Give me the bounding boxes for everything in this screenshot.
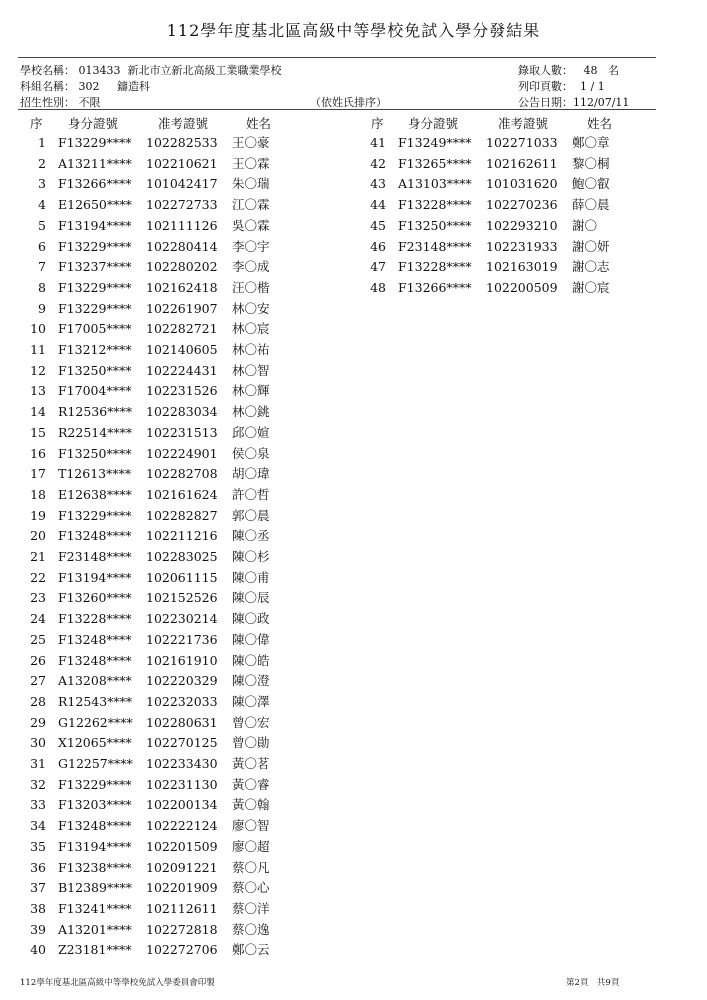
row-exam-number: 102111126 [146,217,218,233]
row-seq: 48 [370,279,386,295]
table-row [16,154,316,175]
table-row [16,216,316,237]
row-exam-number: 102270236 [486,197,558,213]
row-student-name: 謝〇 [572,217,598,233]
row-id-number: F17004**** [58,383,132,399]
row-id-number: F13194**** [58,217,132,233]
row-id-number: F13228**** [58,611,132,627]
table-row [16,526,316,547]
row-seq: 15 [30,424,46,440]
row-student-name: 陳〇丞 [232,528,270,544]
table-row [16,837,316,858]
table-row [16,237,316,258]
row-id-number: E12638**** [58,486,132,502]
row-id-number: F13229**** [58,279,132,295]
row-seq: 30 [30,735,46,751]
row-student-name: 李〇宇 [232,238,270,254]
table-row [16,381,316,402]
row-seq: 7 [38,259,46,275]
row-id-number: F23148**** [398,238,472,254]
row-student-name: 陳〇偉 [232,631,270,647]
row-id-number: F13229**** [58,300,132,316]
row-student-name: 林〇宸 [232,321,270,337]
row-id-number: F13203**** [58,797,132,813]
row-student-name: 陳〇澤 [232,693,270,709]
sort-note: （依姓氏排序） [310,96,387,109]
row-student-name: 郭〇晨 [232,507,270,523]
admitted-label: 錄取人數： [518,64,573,77]
page-title: 112學年度基北區高級中等學校免試入學分發結果 [166,21,541,40]
row-seq: 45 [370,217,386,233]
row-seq: 28 [30,693,46,709]
row-student-name: 鄭〇云 [232,942,270,958]
row-student-name: 鮑〇叡 [572,176,610,192]
row-exam-number: 102201509 [146,838,218,854]
school-info-line [20,62,282,78]
row-exam-number: 102061115 [146,569,218,585]
table-row [16,195,316,216]
row-seq: 31 [30,756,46,771]
admitted-unit: 名 [608,64,619,77]
school-code: 013433 [78,64,121,77]
table-row [16,630,316,651]
table-row [356,174,656,195]
row-exam-number: 102230214 [146,611,218,627]
row-exam-number: 102091221 [146,859,218,875]
row-exam-number: 102272733 [146,197,218,213]
row-id-number: F13248**** [58,652,132,668]
admitted-value: 48 [583,64,598,77]
row-student-name: 汪〇楷 [232,279,270,295]
row-id-number: F13194**** [58,838,132,854]
row-exam-number: 102280414 [146,238,218,254]
row-exam-number: 102231526 [146,383,218,399]
row-seq: 44 [370,197,386,213]
row-seq: 26 [30,652,46,668]
col-id-left: 身分證號 [68,116,119,131]
table-row [16,816,316,837]
row-exam-number: 102210621 [146,155,218,171]
row-id-number: R12536**** [58,404,133,420]
row-student-name: 許〇哲 [232,486,270,502]
table-row [16,340,316,361]
row-seq: 39 [30,921,46,937]
row-exam-number: 102112611 [146,900,218,916]
row-student-name: 蔡〇凡 [232,859,270,875]
row-seq: 43 [370,176,386,192]
table-row [16,754,316,775]
row-id-number: E12650**** [58,197,132,213]
table-row [356,154,656,175]
row-id-number: F13250**** [58,362,132,378]
table-row [16,547,316,568]
row-seq: 18 [30,486,46,502]
table-row [356,216,656,237]
row-student-name: 吳〇霖 [232,217,270,233]
row-exam-number: 102280631 [146,714,218,730]
pages-value: 1 / 1 [580,80,605,93]
row-id-number: G12262**** [58,714,133,730]
table-row [16,858,316,879]
row-student-name: 廖〇超 [232,838,270,854]
row-id-number: R12543**** [58,693,133,709]
school-name: 新北市立新北高級工業職業學校 [127,64,282,77]
table-row [16,940,316,961]
row-seq: 2 [38,155,46,171]
row-seq: 35 [30,838,46,854]
gender-label: 招生性別： [20,96,75,109]
row-seq: 36 [30,859,46,875]
row-exam-number: 102222124 [146,818,218,834]
row-student-name: 林〇輝 [232,383,270,399]
table-row [16,920,316,941]
row-exam-number: 102282708 [146,466,218,482]
row-id-number: F17005**** [58,321,132,337]
row-exam-number: 102283025 [146,549,218,564]
row-exam-number: 101031620 [486,176,558,192]
row-seq: 29 [30,714,46,730]
row-seq: 12 [30,362,46,378]
row-exam-number: 102270125 [146,735,218,751]
row-seq: 10 [30,321,46,337]
row-seq: 20 [30,528,46,544]
row-student-name: 江〇霖 [232,197,270,213]
col-exam-right: 准考證號 [498,116,549,131]
row-student-name: 陳〇澄 [232,673,270,689]
row-student-name: 陳〇皓 [232,652,270,668]
row-seq: 1 [38,135,46,150]
row-id-number: T12613**** [58,466,132,482]
row-exam-number: 102161624 [146,486,218,502]
row-id-number: F13237**** [58,259,132,275]
row-seq: 5 [38,217,46,233]
row-id-number: G12257**** [58,756,133,771]
row-exam-number: 102271033 [486,135,558,150]
row-seq: 13 [30,383,46,399]
row-id-number: F13228**** [398,197,472,213]
table-row [356,257,656,278]
row-student-name: 廖〇智 [232,818,270,834]
gender-value: 不限 [78,96,101,109]
row-student-name: 胡〇瑋 [232,466,270,482]
row-id-number: F13249**** [398,135,472,150]
row-student-name: 王〇霖 [232,155,270,171]
row-exam-number: 102232033 [146,693,218,709]
row-student-name: 蔡〇逸 [232,921,270,937]
date-label: 公告日期： [518,96,573,109]
row-exam-number: 102233430 [146,756,218,771]
footer-page-number: 第2頁 共9頁 [566,978,620,988]
row-id-number: A13103**** [398,176,472,192]
row-exam-number: 102272818 [146,921,218,937]
row-exam-number: 102161910 [146,652,218,668]
row-student-name: 林〇智 [232,362,270,378]
row-exam-number: 101042417 [146,176,218,192]
row-id-number: F13229**** [58,135,132,150]
pages-label: 列印頁數： [518,80,573,93]
school-label: 學校名稱： [20,64,75,77]
row-id-number: R22514**** [58,424,133,440]
table-row [16,423,316,444]
col-seq-left: 序 [30,116,43,131]
row-id-number: F13229**** [58,238,132,254]
table-row [16,899,316,920]
row-seq: 6 [38,238,46,254]
col-exam-left: 准考證號 [158,116,209,131]
dept-code: 302 [78,80,100,93]
row-exam-number: 102221736 [146,631,218,647]
table-row [16,609,316,630]
row-seq: 37 [30,880,46,896]
row-exam-number: 102224901 [146,445,218,461]
row-exam-number: 102152526 [146,590,218,606]
row-student-name: 陳〇杉 [232,549,270,564]
row-student-name: 陳〇政 [232,611,270,627]
row-id-number: F13250**** [398,217,472,233]
col-name-left: 姓名 [246,116,272,131]
row-student-name: 黃〇茗 [232,756,270,771]
row-exam-number: 102140605 [146,342,218,357]
row-seq: 38 [30,900,46,916]
row-seq: 32 [30,776,46,792]
row-seq: 11 [30,342,46,357]
row-seq: 34 [30,818,46,834]
row-id-number: F13250**** [58,445,132,461]
table-row [16,133,316,154]
table-row [16,506,316,527]
col-seq-right: 序 [371,116,384,131]
row-exam-number: 102220329 [146,673,218,689]
row-seq: 16 [30,445,46,461]
dept-label: 科組名稱： [20,80,75,93]
row-id-number: B12389**** [58,880,132,896]
row-student-name: 林〇銚 [232,404,270,420]
row-student-name: 林〇安 [232,300,270,316]
header-bottom-rule [18,109,656,110]
row-student-name: 薛〇晨 [572,197,610,213]
row-id-number: F13228**** [398,259,472,275]
row-exam-number: 102231933 [486,238,558,254]
row-exam-number: 102282721 [146,321,218,337]
row-exam-number: 102283034 [146,404,218,420]
pages-line [518,78,605,94]
table-row [16,299,316,320]
row-seq: 17 [30,466,46,482]
table-row [356,133,656,154]
row-seq: 4 [38,197,46,213]
row-seq: 27 [30,673,46,689]
row-exam-number: 102280202 [146,259,218,275]
row-exam-number: 102293210 [486,217,558,233]
row-exam-number: 102211216 [146,528,218,544]
row-student-name: 陳〇甫 [232,569,270,585]
row-id-number: F13265**** [398,155,472,171]
row-student-name: 陳〇辰 [232,590,270,606]
table-row [16,692,316,713]
table-row [16,651,316,672]
dept-info-line [20,78,150,94]
row-exam-number: 102282827 [146,507,218,523]
table-row [16,775,316,796]
row-id-number: F13260**** [58,590,132,606]
row-id-number: A13208**** [58,673,132,689]
row-seq: 3 [38,176,46,192]
table-row [16,733,316,754]
row-id-number: F13248**** [58,818,132,834]
table-row [16,878,316,899]
header-top-rule [18,57,656,58]
table-row [356,278,656,299]
row-id-number: A13201**** [58,921,132,937]
row-student-name: 侯〇泉 [232,445,270,461]
row-id-number: F13241**** [58,900,132,916]
table-row [16,671,316,692]
row-student-name: 邱〇媗 [232,424,270,440]
dept-name: 鑄造科 [116,80,150,93]
table-row [16,278,316,299]
row-seq: 23 [30,590,46,606]
row-id-number: F13266**** [58,176,132,192]
row-student-name: 謝〇妍 [572,238,610,254]
row-exam-number: 102201909 [146,880,218,896]
row-student-name: 鄭〇章 [572,135,610,150]
row-seq: 8 [38,279,46,295]
row-seq: 46 [370,238,386,254]
row-student-name: 黎〇桐 [572,155,610,171]
row-id-number: F13266**** [398,279,472,295]
row-student-name: 曾〇宏 [232,714,270,730]
row-seq: 24 [30,611,46,627]
row-student-name: 王〇豪 [232,135,270,150]
row-id-number: F13212**** [58,342,132,357]
row-exam-number: 102272706 [146,942,218,958]
row-student-name: 曾〇勛 [232,735,270,751]
admitted-line [518,62,619,78]
row-seq: 41 [370,135,386,150]
col-name-right: 姓名 [587,116,613,131]
row-seq: 9 [38,300,46,316]
table-row [16,402,316,423]
row-student-name: 謝〇宸 [572,279,610,295]
row-id-number: F13238**** [58,859,132,875]
table-row [356,195,656,216]
table-row [16,361,316,382]
table-row [16,588,316,609]
col-id-right: 身分證號 [408,116,459,131]
row-exam-number: 102231513 [146,424,218,440]
table-row [16,568,316,589]
row-exam-number: 102224431 [146,362,218,378]
row-id-number: F13194**** [58,569,132,585]
row-exam-number: 102282533 [146,135,218,150]
row-seq: 25 [30,631,46,647]
row-id-number: F13229**** [58,776,132,792]
row-seq: 21 [30,549,46,564]
table-row [16,319,316,340]
row-id-number: F23148**** [58,549,132,564]
row-seq: 33 [30,797,46,813]
row-id-number: F13248**** [58,631,132,647]
row-exam-number: 102162611 [486,155,558,171]
table-row [16,713,316,734]
date-line [518,94,629,110]
row-id-number: A13211**** [58,155,132,171]
row-exam-number: 102231130 [146,776,218,792]
gender-info-line [20,94,101,110]
table-row [16,174,316,195]
row-exam-number: 102163019 [486,259,558,275]
row-seq: 40 [30,942,46,958]
row-exam-number: 102261907 [146,300,218,316]
row-student-name: 林〇祐 [232,342,270,357]
table-row [16,444,316,465]
table-row [16,485,316,506]
row-student-name: 黃〇睿 [232,776,270,792]
table-row [356,237,656,258]
footer-publisher: 112學年度基北區高級中等學校免試入學委員會印製 [20,978,215,988]
row-id-number: Z23181**** [58,942,132,958]
row-id-number: F13229**** [58,507,132,523]
row-seq: 42 [370,155,386,171]
row-exam-number: 102162418 [146,279,218,295]
table-row [16,257,316,278]
table-row [16,795,316,816]
row-exam-number: 102200509 [486,279,558,295]
row-student-name: 蔡〇心 [232,880,270,896]
row-student-name: 謝〇志 [572,259,610,275]
row-student-name: 朱〇瑞 [232,176,270,192]
row-student-name: 黃〇翰 [232,797,270,813]
row-student-name: 蔡〇洋 [232,900,270,916]
row-seq: 22 [30,569,46,585]
row-seq: 47 [370,259,386,275]
row-id-number: X12065**** [58,735,132,751]
table-row [16,464,316,485]
date-value: 112/07/11 [573,96,630,109]
row-seq: 19 [30,507,46,523]
row-id-number: F13248**** [58,528,132,544]
row-exam-number: 102200134 [146,797,218,813]
row-seq: 14 [30,404,46,420]
row-student-name: 李〇成 [232,259,270,275]
